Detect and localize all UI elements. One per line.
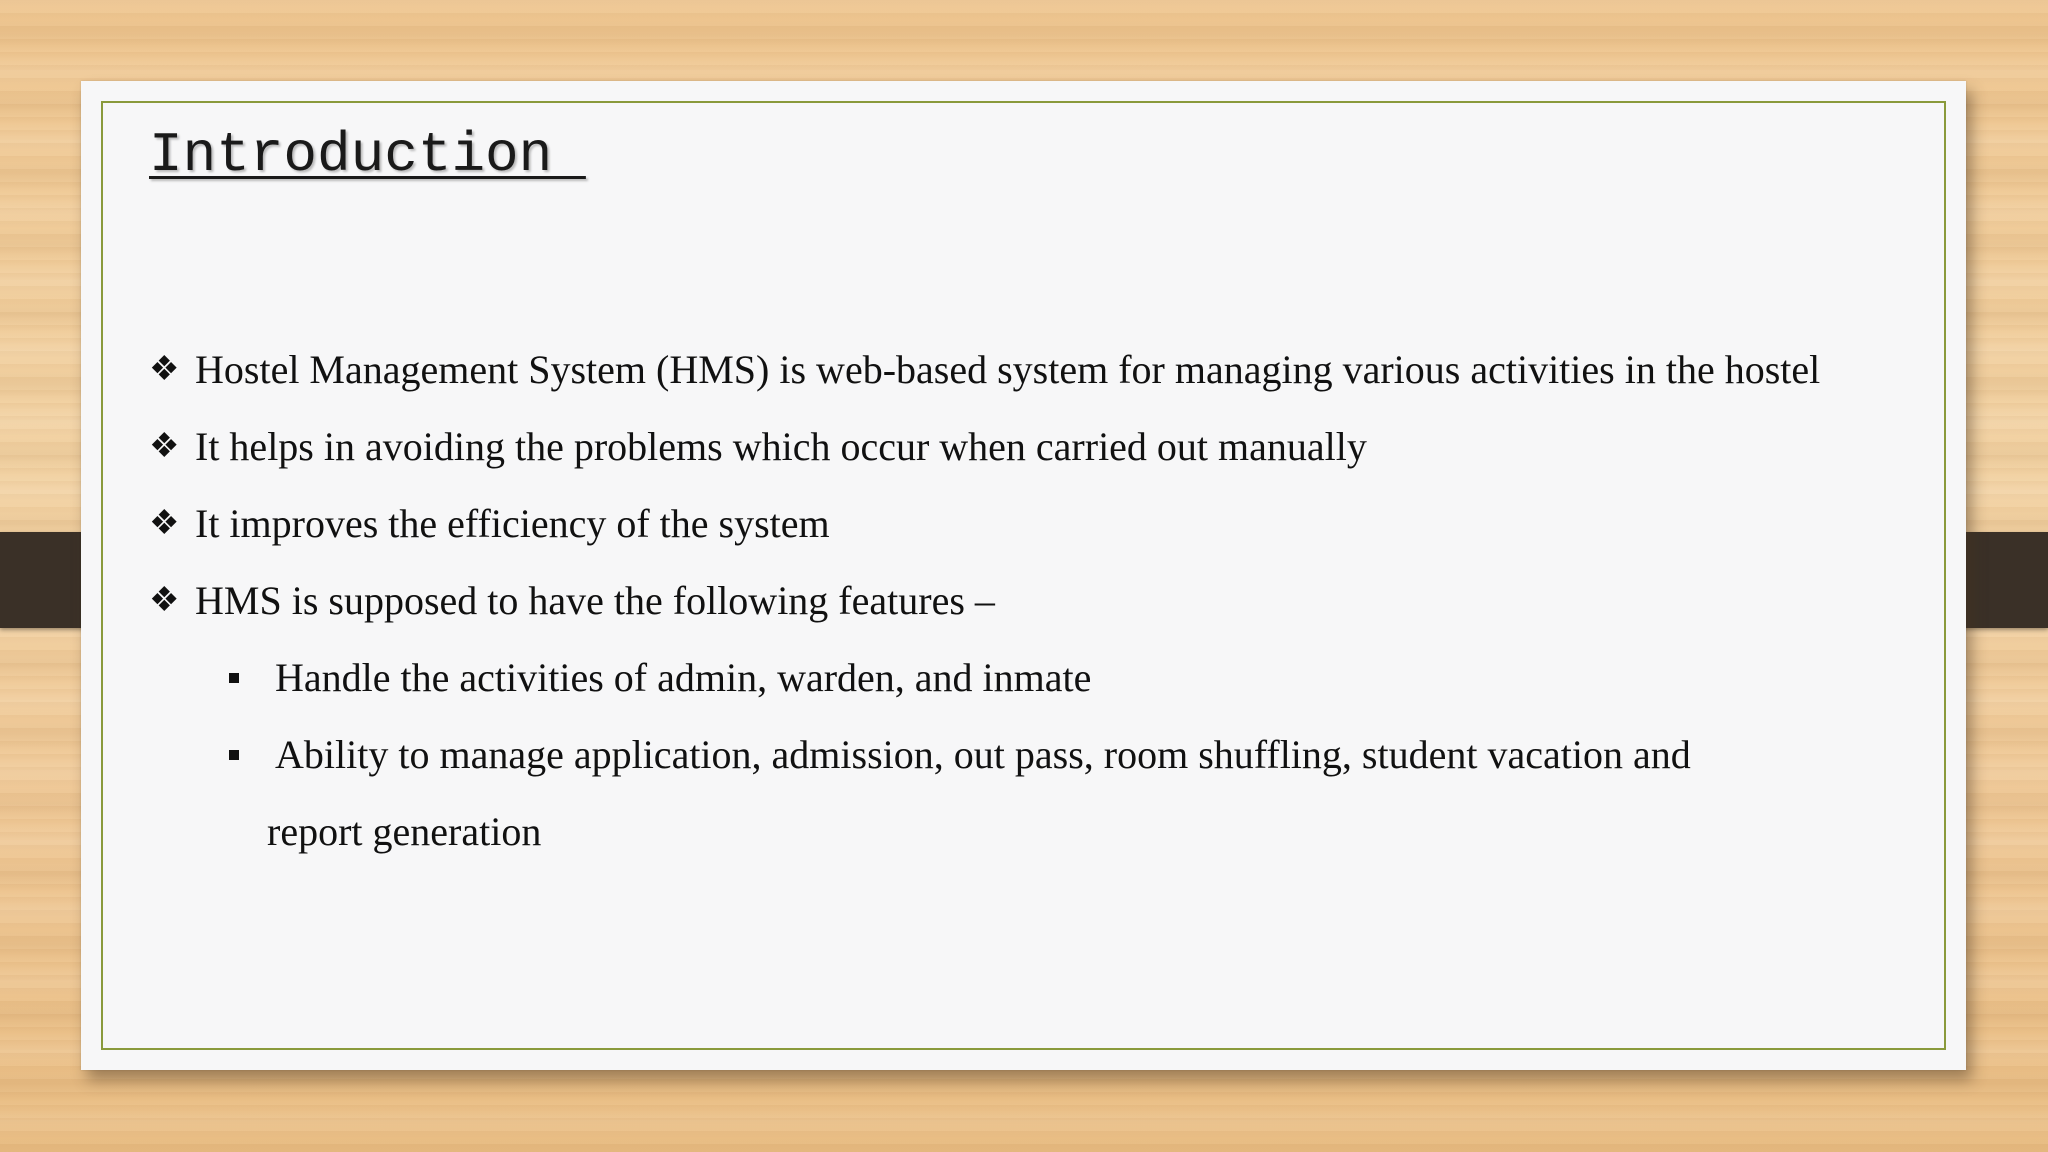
diamond-bullet-icon: ❖ [149, 428, 180, 465]
bullet-text: Hostel Management System (HMS) is web-based system for managing various activities in the hostel [195, 347, 1821, 392]
square-bullet-icon [229, 750, 239, 760]
bullet-text: It improves the efficiency of the system [195, 501, 830, 546]
sub-bullet-text: Handle the activities of admin, warden, and inmate [275, 655, 1092, 700]
bullet-item [149, 408, 1820, 485]
diamond-bullet-icon: ❖ [149, 351, 180, 388]
bullet-item [149, 331, 1820, 408]
sub-bullet-continuation-text: report generation [267, 809, 542, 854]
bullet-list [149, 331, 1820, 870]
diamond-bullet-icon: ❖ [149, 505, 180, 542]
bullet-item [149, 562, 1820, 639]
sub-bullet-text: Ability to manage application, admission, out pass, room shuffling, student vacation and [275, 732, 1691, 777]
diamond-bullet-icon: ❖ [149, 582, 180, 619]
sub-bullet-item [149, 639, 1820, 716]
bullet-text: It helps in avoiding the problems which occur when carried out manually [195, 424, 1367, 469]
sub-bullet-continuation [149, 793, 1820, 870]
bullet-text: HMS is supposed to have the following features – [195, 578, 995, 623]
slide-title: Introduction [149, 123, 586, 187]
sub-bullet-item [149, 716, 1820, 793]
bullet-item [149, 485, 1820, 562]
slide-card [81, 81, 1966, 1070]
square-bullet-icon [229, 673, 239, 683]
